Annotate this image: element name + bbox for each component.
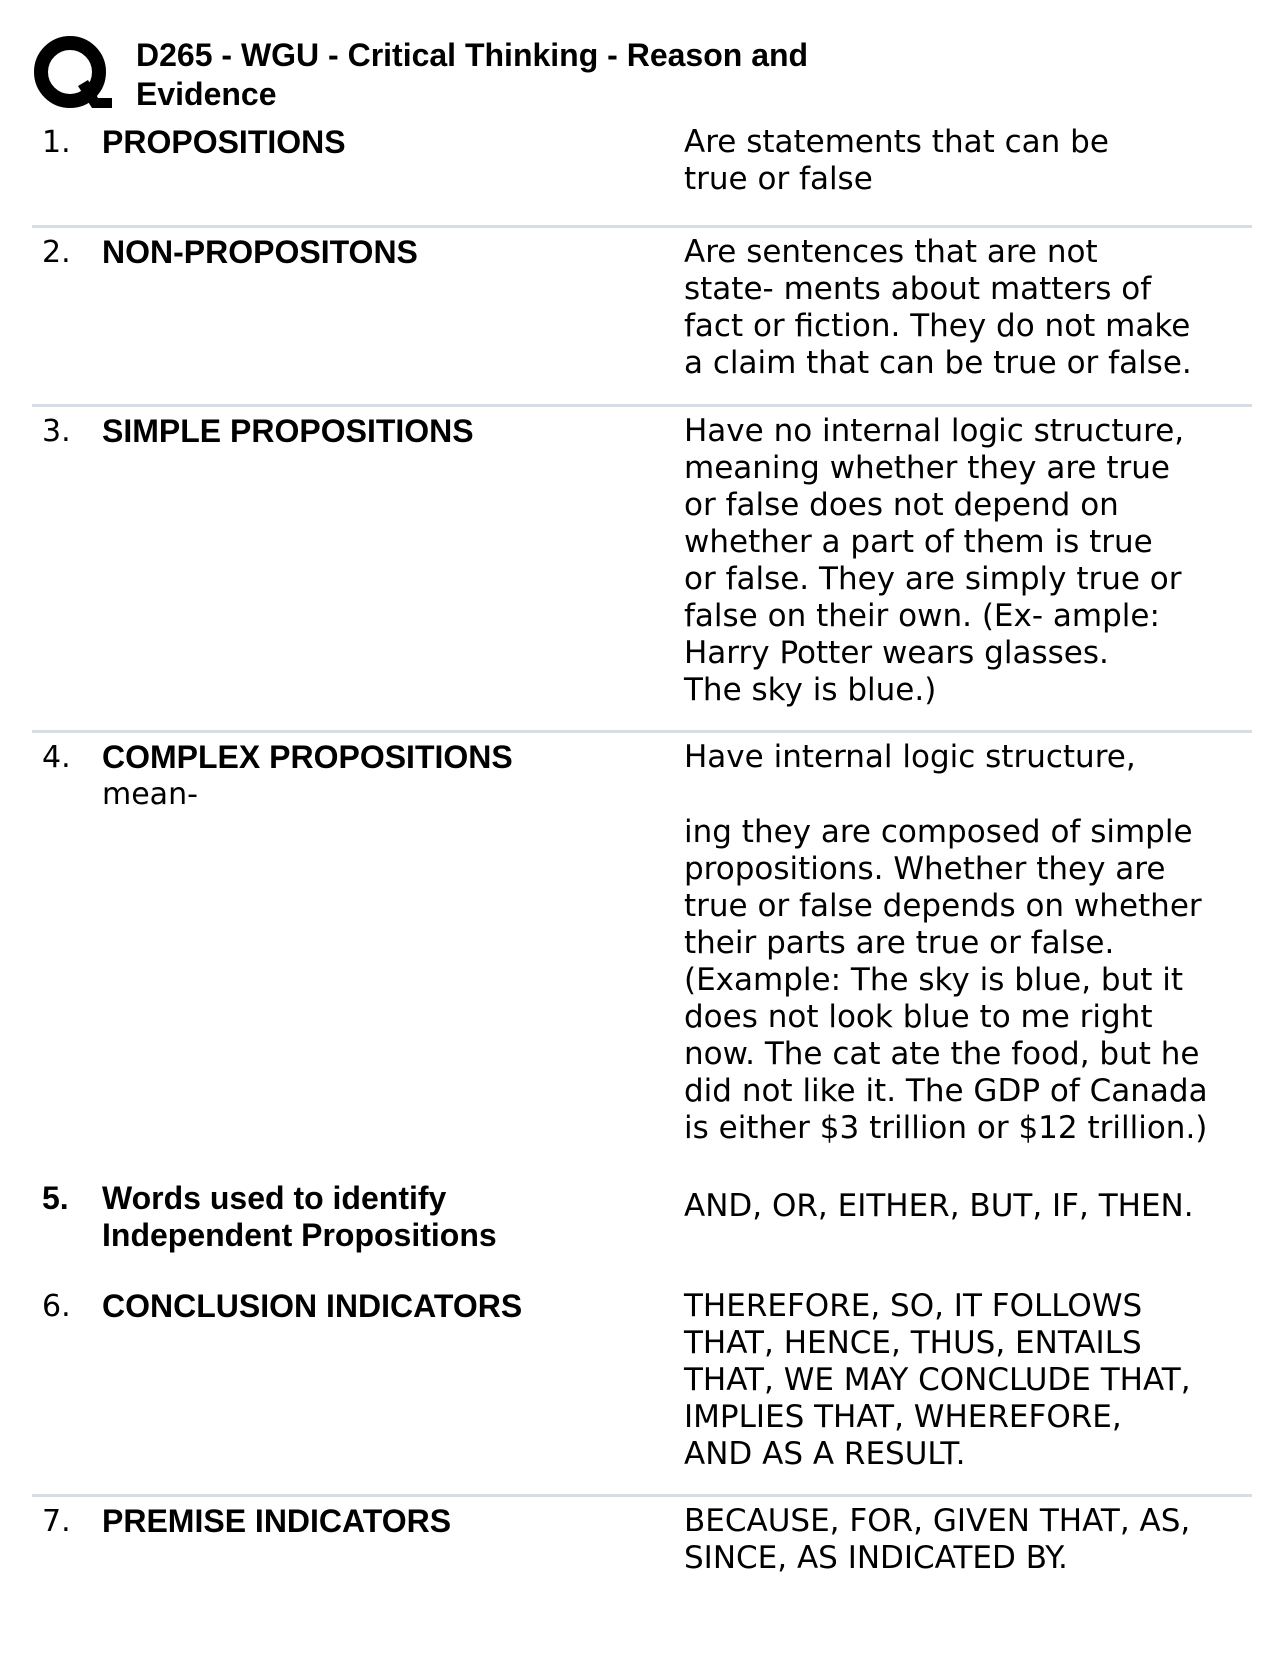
item-term: [102, 1288, 662, 1325]
definition-line: is either $3 trillion or $12 trillion.): [684, 1110, 1208, 1146]
divider: [32, 404, 1252, 407]
divider: [32, 1494, 1252, 1497]
definition-line: whether a part of them is true: [684, 524, 1153, 560]
definition-line: THAT, WE MAY CONCLUDE THAT,: [684, 1362, 1191, 1398]
term-line: SIMPLE PROPOSITIONS: [102, 413, 474, 449]
term-line: PREMISE INDICATORS: [102, 1503, 452, 1539]
definition-line: state- ments about matters of: [684, 271, 1152, 307]
definition-line: meaning whether they are true: [684, 450, 1170, 486]
definition-line: false on their own. (Ex- ample:: [684, 598, 1160, 634]
divider: [32, 730, 1252, 733]
definition-line: fact or fiction. They do not make: [684, 308, 1191, 344]
definition-line: SINCE, AS INDICATED BY.: [684, 1540, 1068, 1576]
term-line: Independent Propositions: [102, 1217, 497, 1253]
item-number: 6.: [42, 1289, 71, 1324]
definition-line: AND, OR, EITHER, BUT, IF, THEN.: [684, 1188, 1194, 1224]
term-line: COMPLEX PROPOSITIONS: [102, 739, 513, 775]
item-number: 7.: [42, 1504, 71, 1539]
definition-line: Are statements that can be: [684, 124, 1109, 160]
item-number: 4.: [42, 740, 71, 775]
item-number: 3.: [42, 414, 71, 449]
quizlet-logo-icon: [32, 34, 114, 116]
header: [32, 34, 1232, 114]
definition-line: Harry Potter wears glasses.: [684, 635, 1109, 671]
term-line: NON-PROPOSITONS: [102, 234, 418, 270]
definition-line: or false does not depend on: [684, 487, 1119, 523]
definition-line: a claim that can be true or false.: [684, 345, 1192, 381]
term-line: Words used to identify: [102, 1180, 447, 1216]
item-definition: [684, 1288, 1254, 1473]
item-term: [102, 413, 662, 450]
definition-line: ing they are composed of simple: [684, 814, 1193, 850]
definition-line: AND AS A RESULT.: [684, 1436, 966, 1472]
definition-line: did not like it. The GDP of Canada: [684, 1073, 1208, 1109]
definition-line: Have no internal logic structure,: [684, 413, 1185, 449]
definition-line: (Example: The sky is blue, but it: [684, 962, 1184, 998]
definition-line: true or false depends on whether: [684, 888, 1202, 924]
item-number: 1.: [42, 125, 71, 160]
item-term: [102, 124, 662, 161]
definition-line: propositions. Whether they are: [684, 851, 1166, 887]
definition-line: Are sentences that are not: [684, 234, 1098, 270]
item-term: [102, 1503, 662, 1540]
item-number: 2.: [42, 235, 71, 270]
item-definition: [684, 124, 1254, 198]
item-definition: [684, 413, 1254, 709]
item-definition: [684, 739, 1254, 1147]
definition-line: does not look blue to me right: [684, 999, 1153, 1035]
item-definition: [684, 1503, 1254, 1577]
definition-line: THAT, HENCE, THUS, ENTAILS: [684, 1325, 1142, 1361]
definition-line: BECAUSE, FOR, GIVEN THAT, AS,: [684, 1503, 1191, 1539]
definition-line: The sky is blue.): [684, 672, 937, 708]
item-definition: [684, 234, 1254, 382]
item-definition: [684, 1188, 1254, 1225]
definition-line: or false. They are simply true or: [684, 561, 1182, 597]
definition-line: THEREFORE, SO, IT FOLLOWS: [684, 1288, 1143, 1324]
term-continuation: mean-: [102, 777, 198, 812]
divider: [32, 225, 1252, 228]
definition-line: now. The cat ate the food, but he: [684, 1036, 1200, 1072]
page-title: [136, 36, 896, 114]
definition-line: IMPLIES THAT, WHEREFORE,: [684, 1399, 1122, 1435]
definition-first-line: Have internal logic structure,: [684, 739, 1136, 775]
item-term: [102, 234, 662, 271]
definition-line: true or false: [684, 161, 873, 197]
item-term: [102, 739, 662, 813]
term-line: PROPOSITIONS: [102, 124, 346, 160]
definition-line: their parts are true or false.: [684, 925, 1115, 961]
title-line-1: D265 - WGU - Critical Thinking - Reason and: [136, 37, 809, 73]
title-line-2: Evidence: [136, 76, 277, 112]
item-number: 5.: [42, 1180, 69, 1216]
term-line: CONCLUSION INDICATORS: [102, 1288, 523, 1324]
item-term: [102, 1180, 662, 1254]
